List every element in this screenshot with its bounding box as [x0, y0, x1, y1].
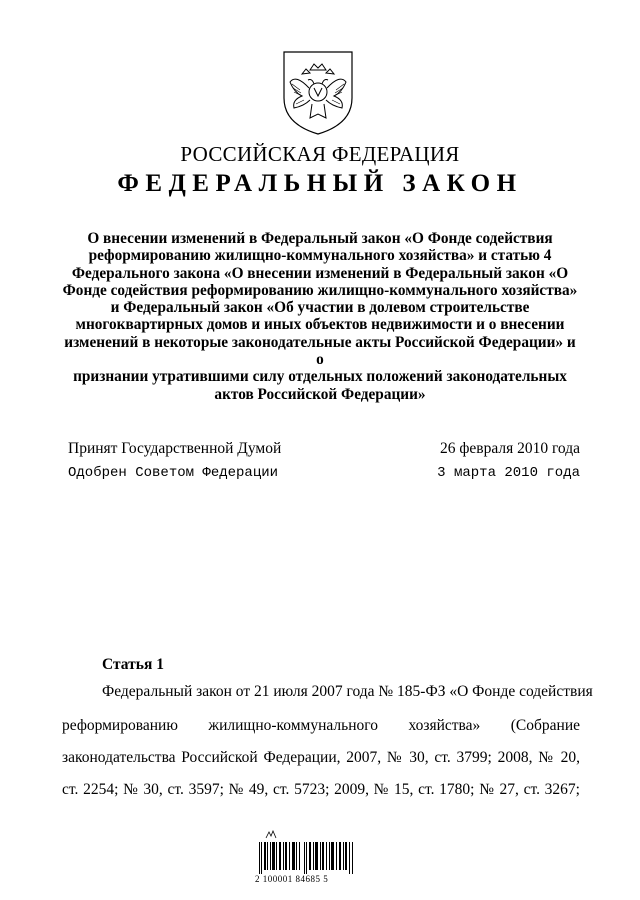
article-text-line: реформированию жилищно-коммунального хозяйства» (Собрание [62, 717, 580, 734]
barcode-number: 2 100001 84685 5 [255, 874, 329, 884]
council-approval-row [68, 465, 580, 485]
country-heading: РОССИЙСКАЯ ФЕДЕРАЦИЯ [180, 142, 460, 166]
article-text-line: законодательства Российской Федерации, 2007, № 30, ст. 3799; 2008, № 20, [62, 749, 580, 766]
council-approval-label: Одобрен Советом Федерации [68, 465, 279, 481]
duma-adoption-row [68, 440, 580, 460]
council-approval-date: 3 марта 2010 года [437, 465, 580, 481]
article-heading: Статья 1 [102, 656, 164, 673]
document-barcode [255, 830, 355, 886]
title-line: многоквартирных домов и иных объектов недвижимости и о внесении [75, 316, 565, 334]
barcode-tag-icon [265, 830, 277, 840]
duma-adoption-label: Принят Государственной Думой [68, 440, 282, 457]
law-type-heading: ФЕДЕРАЛЬНЫЙ ЗАКОН [117, 170, 523, 197]
title-line: актов Российской Федерации» [214, 385, 426, 403]
law-title [60, 230, 580, 403]
title-line: изменений в некоторые законодательные акты Российской Федерации» и о [64, 333, 576, 369]
title-line: Фонде содействия реформированию жилищно-коммунального хозяйства» [62, 281, 578, 299]
barcode-bars [259, 842, 355, 874]
article-text-line: Федеральный закон от 21 июля 2007 года № 185-ФЗ «О Фонде содействия [102, 683, 593, 700]
article-text-line: ст. 2254; № 30, ст. 3597; № 49, ст. 5723; 2009, № 15, ст. 1780; № 27, ст. 3267; [62, 781, 580, 798]
title-line: и Федеральный закон «Об участии в долевом строительстве [110, 299, 530, 317]
duma-adoption-date: 26 февраля 2010 года [439, 440, 580, 457]
title-line: Федерального закона «О внесении изменений в Федеральный закон «О [71, 264, 569, 282]
coat-of-arms-emblem [280, 48, 356, 136]
title-line: реформированию жилищно-коммунального хозяйства» и статью 4 [88, 247, 552, 265]
title-line: О внесении изменений в Федеральный закон «О Фонде содействия [87, 230, 553, 247]
title-line: признании утратившими силу отдельных положений законодательных [73, 368, 567, 386]
